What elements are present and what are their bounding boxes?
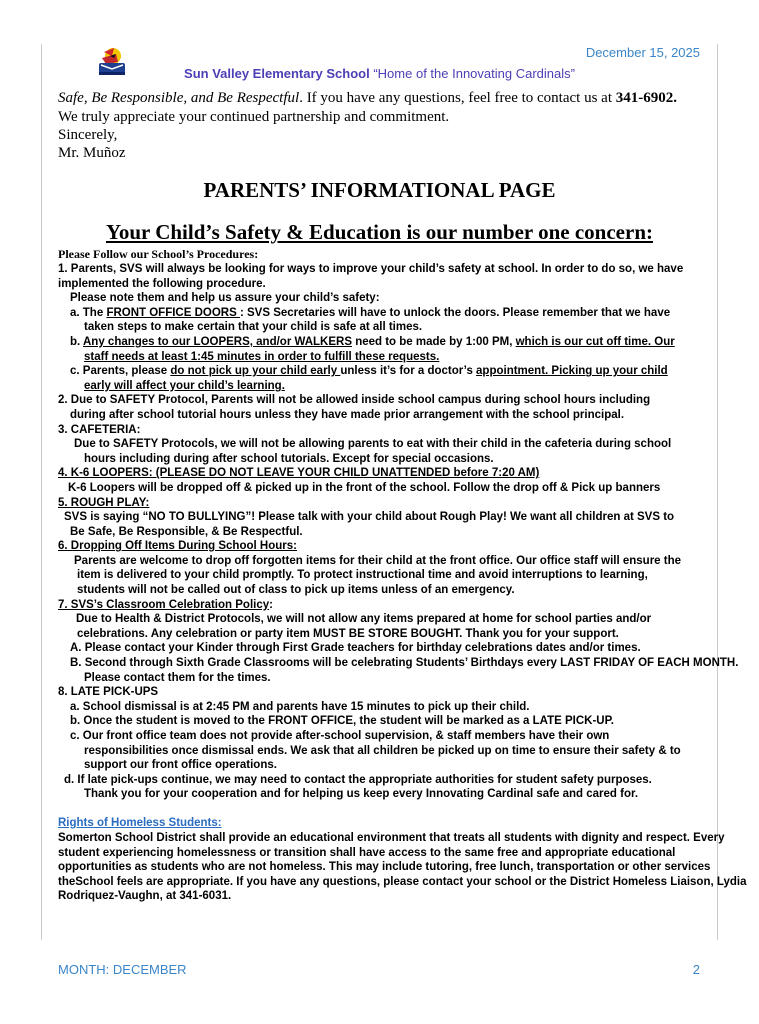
procedure-line: taken steps to make certain that your child is safe at all times. [84,321,423,334]
school-motto: “Home of the Innovating Cardinals” [373,66,575,81]
procedure-line: B. Second through Sixth Grade Classrooms will be celebrating Students’ Birthdays every LAST FRIDAY OF EACH MONTH. [70,657,739,670]
header-date: December 15, 2025 [585,45,700,60]
procedure-line: Please note them and help us assure your child’s safety: [70,292,380,305]
procedure-line: responsibilities once dismissal ends. We ask that all children be picked up on time to ensure their safety & to [84,744,681,757]
school-heading [0,66,759,81]
rights-body [58,831,747,904]
procedures-body [58,262,739,802]
rights-line: theSchool feels are appropriate. If you have any questions, please contact your school or the District Homeless Liaison, Lydia [58,875,747,888]
procedures-heading: Please Follow our School’s Procedures: [58,247,259,261]
contact-phone: 341-6902. [615,90,677,106]
procedure-line: Due to Health & District Protocols, we will not allow any items prepared at home for school parties and/or [76,613,652,626]
procedure-line: 4. K-6 LOOPERS: (PLEASE DO NOT LEAVE YOUR CHILD UNATTENDED before 7:20 AM) [58,467,540,480]
procedure-line: Be Safe, Be Responsible, & Be Respectful. [70,525,303,538]
procedure-line: 3. CAFETERIA: [58,423,141,436]
procedure-line: Please contact them for the times. [84,671,271,684]
page-subtitle: Your Child’s Safety & Education is our number one concern: [105,220,653,244]
item-b-prefix: b. [70,335,83,348]
closing-italic-1: Safe, Be Responsible [58,90,184,106]
procedure-line: a. School dismissal is at 2:45 PM and parents have 15 minutes to pick up their child. [70,700,530,713]
procedure-line: staff needs at least 1:45 minutes in order to fulfill these requests. [84,350,440,363]
closing-mid: , and [183,90,218,106]
procedure-line: Due to SAFETY Protocols, we will not be allowing parents to eat with their child in the cafeteria during school [74,438,672,451]
procedure-line: K-6 Loopers will be dropped off & picked up in the front of the school. Follow the drop off & Pick up banners [68,481,661,494]
procedure-line: d. If late pick-ups continue, we may need to contact the appropriate authorities for student safety purposes. [64,773,652,786]
procedure-line: SVS is saying “NO TO BULLYING”! Please talk with your child about Rough Play! We want all children at SVS to [64,511,675,524]
procedure-line [58,598,718,613]
procedure-line: Thank you for your cooperation and for helping us keep every Innovating Cardinal safe and cared for. [84,788,639,801]
procedure-line: early will affect your child’s learning. [84,379,285,392]
item-c-underlined-2: appointment. Picking up your child [476,365,668,378]
page-number: 2 [692,962,700,977]
item-b-underlined-1: Any changes to our LOOPERS, and/or WALKERS [83,335,352,348]
rights-heading[interactable]: Rights of Homeless Students: [58,817,222,829]
policy-colon: : [269,598,273,611]
procedure-line: 2. Due to SAFETY Protocol, Parents will not be allowed inside school campus during school hours including [58,394,651,407]
procedure-line: b. Once the student is moved to the FRONT OFFICE, the student will be marked as a LATE PICK-UP. [70,715,614,728]
procedure-line: item is delivered to your child promptly. To protect instructional time and avoid interruptions to learning, [77,569,648,582]
footer-month: MONTH: DECEMBER [58,962,187,977]
letter-closing-line-a [58,90,677,107]
procedure-line: A. Please contact your Kinder through First Grade teachers for birthday celebrations dates and/or times. [70,642,641,655]
letter-closing-line-b: We truly appreciate your continued partnership and commitment. [58,109,450,125]
procedure-item-c [58,364,718,379]
procedure-line: Parents are welcome to drop off forgotten items for their child at the front office. Our office staff will ensure the [74,554,682,567]
procedure-line: 8. LATE PICK-UPS [58,686,159,699]
rights-line: student experiencing homelessness or transition shall have access to the same free and appropriate educational [58,846,676,859]
procedure-line: during after school tutorial hours unless they have made prior arrangement with the school principal. [70,408,625,421]
item-a-underlined: FRONT OFFICE DOORS [106,306,240,319]
rights-line: Rodriquez-Vaughn, at 341-6031. [58,890,232,903]
procedure-line: support our front office operations. [84,759,277,772]
page-title: PARENTS’ INFORMATIONAL PAGE [203,178,556,202]
item-c-underlined-1: do not pick up your child early [170,365,341,378]
closing-italic-2: Be Respectful [217,90,300,106]
procedure-line: c. Our front office team does not provide after-school supervision, & staff members have their own [70,730,610,742]
item-b-underlined-2: which is our cut off time. Our [515,335,675,348]
school-name: Sun Valley Elementary School [184,66,370,81]
letter-sincerely: Sincerely, [58,127,118,143]
letter-signature: Mr. Muñoz [58,145,126,161]
item-a-text: : SVS Secretaries will have to unlock the doors. Please remember that we have [239,306,671,319]
procedure-line: 6. Dropping Off Items During School Hours: [58,540,297,553]
closing-rest: . If you have any questions, feel free to contact us at [299,90,616,106]
procedure-line: 5. ROUGH PLAY: [58,496,150,509]
procedure-line: implemented the following procedure. [58,277,266,290]
procedure-item-b [58,335,718,350]
procedure-line: celebrations. Any celebration or party item MUST BE STORE BOUGHT. Thank you for your support. [77,627,619,640]
policy-heading: 7. SVS’s Classroom Celebration Policy [58,598,270,611]
rights-line: opportunities as students who are not homeless. This may include tutoring, free lunch, transportation or other services [58,861,711,874]
procedure-line: students will not be called out of class to pick up items unless of an emergency. [77,584,515,597]
procedure-line: 1. Parents, SVS will always be looking for ways to improve your child’s safety at school. In order to do so, we have [58,263,684,275]
item-a-prefix: a. The [70,306,107,319]
rights-line: Somerton School District shall provide an educational environment that treats all students with dignity and respect. Every [58,832,725,844]
item-c-prefix: c. Parents, please [70,365,171,378]
procedure-line: hours including during after school tutorials. Except for special occasions. [84,452,494,465]
item-c-text: unless it’s for a doctor’s [340,365,477,378]
procedure-item-a [58,306,718,321]
item-b-text: need to be made by 1:00 PM, [352,335,516,348]
